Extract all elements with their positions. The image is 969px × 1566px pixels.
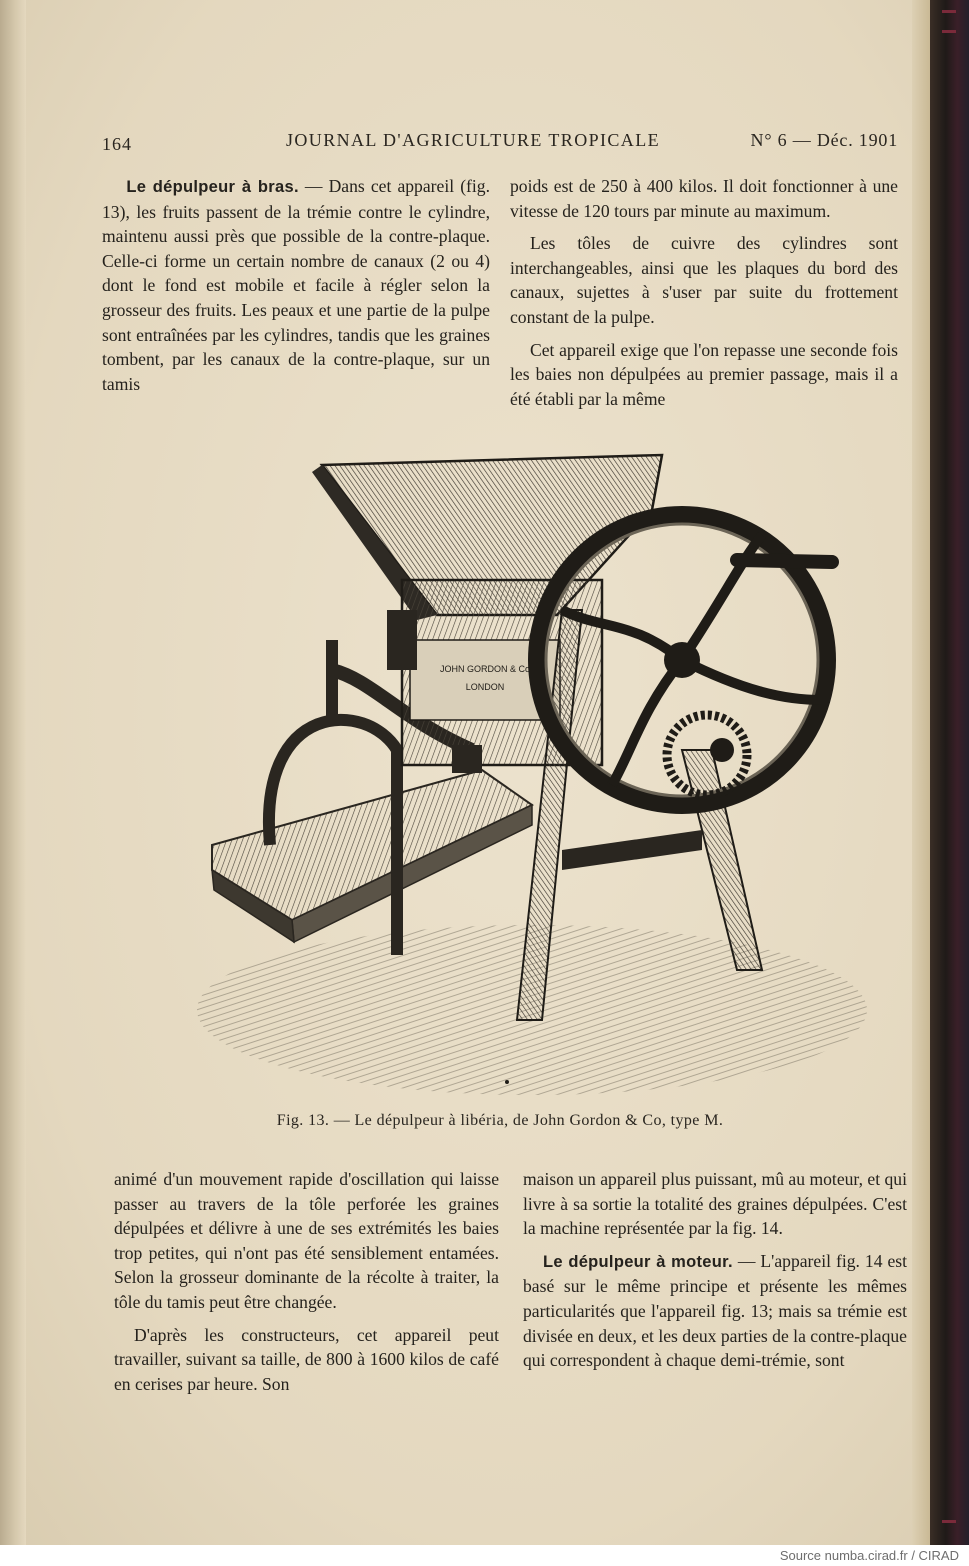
paragraph: animé d'un mouvement rapide d'oscillation qui laisse passer au travers de la tôle perforée les graines dépulpées et délivre à une de ses extrémités les baies trop petites, qui n'ont pas été sensiblement entamées. Selon la grosseur dominante de la récolte à traiter, la tôle du tamis peut être changée.	[114, 1169, 499, 1312]
page-gutter-shadow	[0, 0, 26, 1545]
crank-handle	[737, 560, 832, 562]
plate-text-maker: JOHN GORDON & Co	[439, 664, 531, 674]
figure-caption: Fig. 13. — Le dépulpeur à libéria, de John Gordon & Co, type M.	[276, 1112, 724, 1129]
journal-title: JOURNAL D'AGRICULTURE TROPICALE	[286, 130, 660, 150]
section-heading-bras: Le dépulpeur à bras.	[126, 178, 299, 196]
depulper-engraving	[182, 450, 902, 1100]
column-top-right	[510, 174, 898, 411]
issue-label: N° 6 — Déc. 1901	[750, 130, 898, 150]
book-spine	[930, 0, 969, 1545]
paragraph	[102, 174, 490, 396]
wheel-hub	[664, 642, 700, 678]
section-heading-moteur: Le dépulpeur à moteur.	[543, 1252, 733, 1271]
paragraph	[523, 1249, 907, 1373]
paragraph-text: — L'appareil fig. 14 est basé sur le même principe et présente les mêmes particularités que l'appareil fig. 13; mais sa trémie est divisée en deux, et les deux parties de la contre-plaque qui correspondent à chaque demi-trémie, sont	[523, 1250, 908, 1371]
paragraph: D'après les constructeurs, cet appareil peut travailler, suivant sa taille, de 800 à 1600 kilos de café en cerises par heure. Son	[114, 1324, 499, 1394]
column-bottom-right	[523, 1167, 907, 1373]
paragraph: Cet appareil exige que l'on repasse une seconde fois les baies non dépulpées au premier passage, mais il a été établi par la même	[510, 339, 898, 409]
column-top-left	[102, 174, 490, 396]
paragraph: maison un appareil plus puissant, mû au moteur, et qui livre à sa sortie la totalité des graines dépulpées. C'est la machine représentée par la fig. 14.	[523, 1169, 907, 1239]
paragraph-text: — Dans cet appareil (fig. 13), les fruits passent de la trémie contre le cylindre, maintenu aussi près que possible de la contre-plaque. Celle-ci forme un certain nombre de canaux (2 ou 4) dont le fond est mobile et facile à régler selon la grosseur des fruits. Les peaux et une partie de la pulpe sont entraînées par les cylindres, tandis que les graines tombent, par les canaux de la contre-plaque, sur un tamis	[102, 176, 491, 394]
page-edge	[912, 0, 930, 1545]
running-header	[102, 128, 898, 158]
plate-text-city: LONDON	[465, 682, 505, 692]
page-number: 164	[102, 134, 132, 154]
paragraph: poids est de 250 à 400 kilos. Il doit fonctionner à une vitesse de 120 tours par minute au maximum.	[510, 176, 898, 221]
column-bottom-left	[114, 1167, 499, 1396]
source-credit: Source numba.cirad.fr / CIRAD	[779, 1548, 959, 1563]
paragraph: Les tôles de cuivre des cylindres sont interchangeables, ainsi que les plaques du bord des canaux, sujettes à s'user par suite du frottement constant de la pulpe.	[510, 233, 898, 327]
